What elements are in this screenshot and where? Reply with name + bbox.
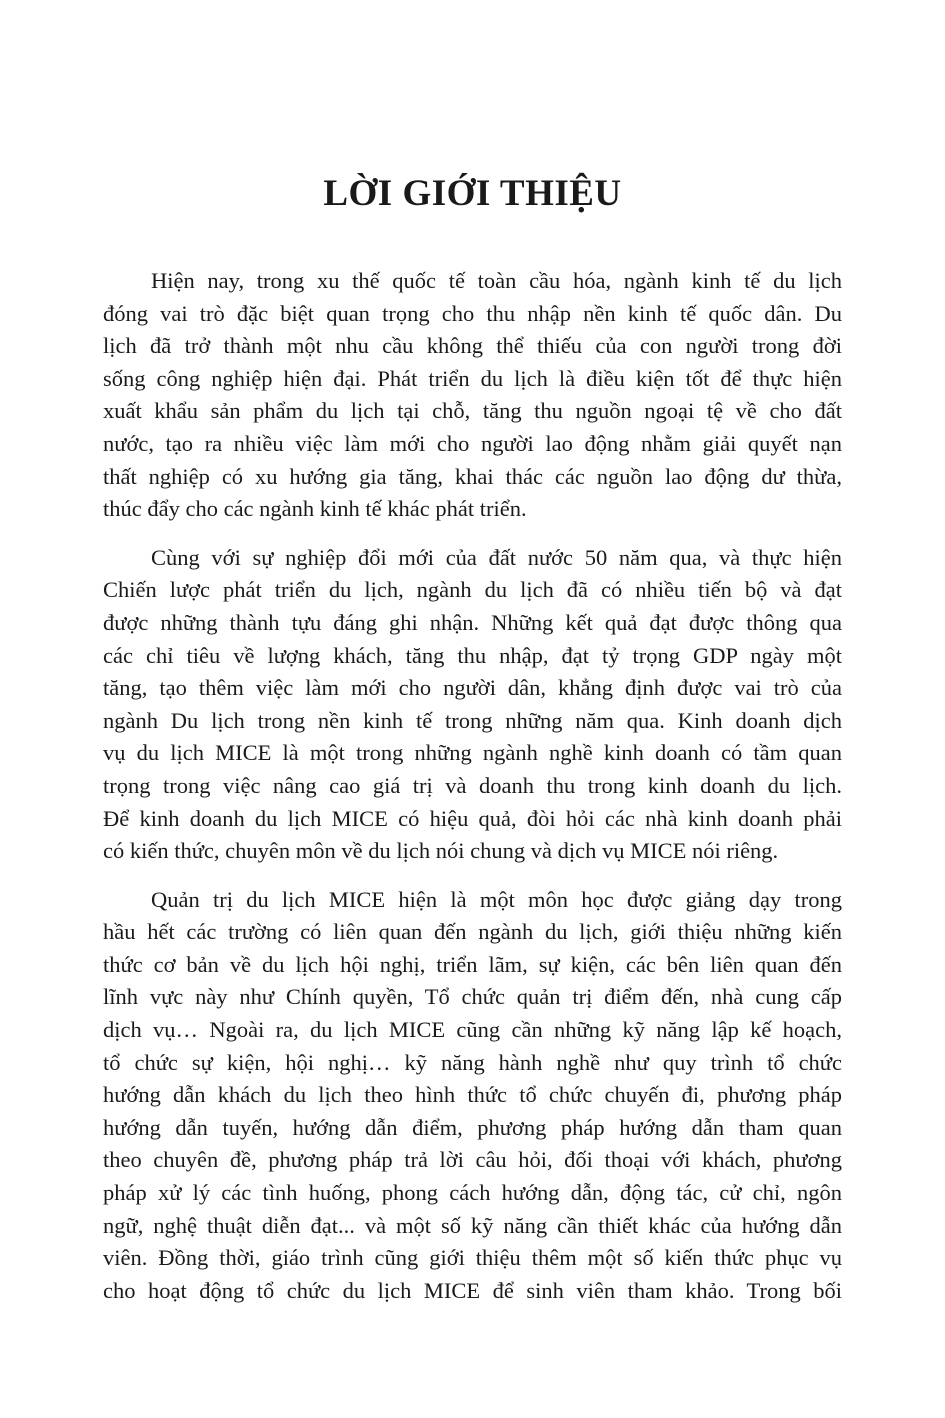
text-line: hầu hết các trường có liên quan đến ngành du lịch, giới thiệu những kiến: [103, 919, 842, 945]
text-line: Để kinh doanh du lịch MICE có hiệu quả, đòi hỏi các nhà kinh doanh phải: [103, 805, 842, 831]
paragraph-2: [103, 542, 842, 868]
text-line: Quản trị du lịch MICE hiện là một môn học được giảng dạy trong: [151, 886, 842, 912]
text-line: hướng dẫn tuyến, hướng dẫn điểm, phương pháp hướng dẫn tham quan: [103, 1114, 842, 1140]
page-title: LỜI GIỚI THIỆU: [323, 173, 622, 214]
text-line: ngữ, nghệ thuật diễn đạt... và một số kỹ năng cần thiết khác của hướng dẫn: [103, 1212, 842, 1238]
text-line: thúc đẩy cho các ngành kinh tế khác phát triển.: [103, 496, 527, 522]
text-line: pháp xử lý các tình huống, phong cách hướng dẫn, động tác, cử chỉ, ngôn: [103, 1180, 842, 1206]
text-line: Chiến lược phát triển du lịch, ngành du lịch đã có nhiều tiến bộ và đạt: [103, 577, 842, 603]
text-line: dịch vụ… Ngoài ra, du lịch MICE cũng cần những kỹ năng lập kế hoạch,: [103, 1017, 842, 1043]
text-line: cho hoạt động tổ chức du lịch MICE để sinh viên tham khảo. Trong bối: [103, 1277, 842, 1303]
text-line: vụ du lịch MICE là một trong những ngành nghề kinh doanh có tầm quan: [103, 740, 842, 766]
text-line: theo chuyên đề, phương pháp trả lời câu hỏi, đối thoại với khách, phương: [103, 1147, 842, 1173]
text-line: tăng, tạo thêm việc làm mới cho người dân, khẳng định được vai trò của: [103, 675, 842, 701]
text-line: được những thành tựu đáng ghi nhận. Những kết quả đạt được thông qua: [103, 609, 842, 635]
text-line: có kiến thức, chuyên môn về du lịch nói chung và dịch vụ MICE nói riêng.: [103, 838, 779, 864]
text-line: thức cơ bản về du lịch hội nghị, triển lãm, sự kiện, các bên liên quan đến: [103, 951, 842, 977]
text-line: lĩnh vực này như Chính quyền, Tổ chức quản trị điểm đến, nhà cung cấp: [103, 984, 842, 1010]
text-line: tổ chức sự kiện, hội nghị… kỹ năng hành nghề như quy trình tổ chức: [103, 1049, 842, 1075]
text-line: xuất khẩu sản phẩm du lịch tại chỗ, tăng thu nguồn ngoại tệ về cho đất: [103, 398, 842, 424]
text-line: nước, tạo ra nhiều việc làm mới cho người lao động nhằm giải quyết nạn: [103, 430, 842, 456]
text-line: ngành Du lịch trong nền kinh tế trong những năm qua. Kinh doanh dịch: [103, 707, 842, 733]
text-line: viên. Đồng thời, giáo trình cũng giới thiệu thêm một số kiến thức phục vụ: [103, 1245, 842, 1271]
text-line: hướng dẫn khách du lịch theo hình thức tổ chức chuyến đi, phương pháp: [103, 1082, 842, 1108]
text-line: sống công nghiệp hiện đại. Phát triển du lịch là điều kiện tốt để thực hiện: [103, 365, 842, 391]
paragraph-3: [103, 884, 842, 1308]
text-line: trọng trong việc nâng cao giá trị và doanh thu trong kinh doanh du lịch.: [103, 772, 842, 798]
text-line: Cùng với sự nghiệp đổi mới của đất nước 50 năm qua, và thực hiện: [151, 544, 842, 570]
text-line: Hiện nay, trong xu thế quốc tế toàn cầu hóa, ngành kinh tế du lịch: [151, 268, 842, 293]
text-line: lịch đã trở thành một nhu cầu không thể thiếu của con người trong đời: [103, 333, 842, 359]
text-line: đóng vai trò đặc biệt quan trọng cho thu nhập nền kinh tế quốc dân. Du: [103, 300, 842, 326]
text-line: thất nghiệp có xu hướng gia tăng, khai thác các nguồn lao động dư thừa,: [103, 463, 842, 489]
text-line: các chỉ tiêu về lượng khách, tăng thu nhập, đạt tỷ trọng GDP ngày một: [103, 642, 842, 668]
paragraph-1: [103, 265, 842, 526]
body-text: [103, 265, 842, 1323]
